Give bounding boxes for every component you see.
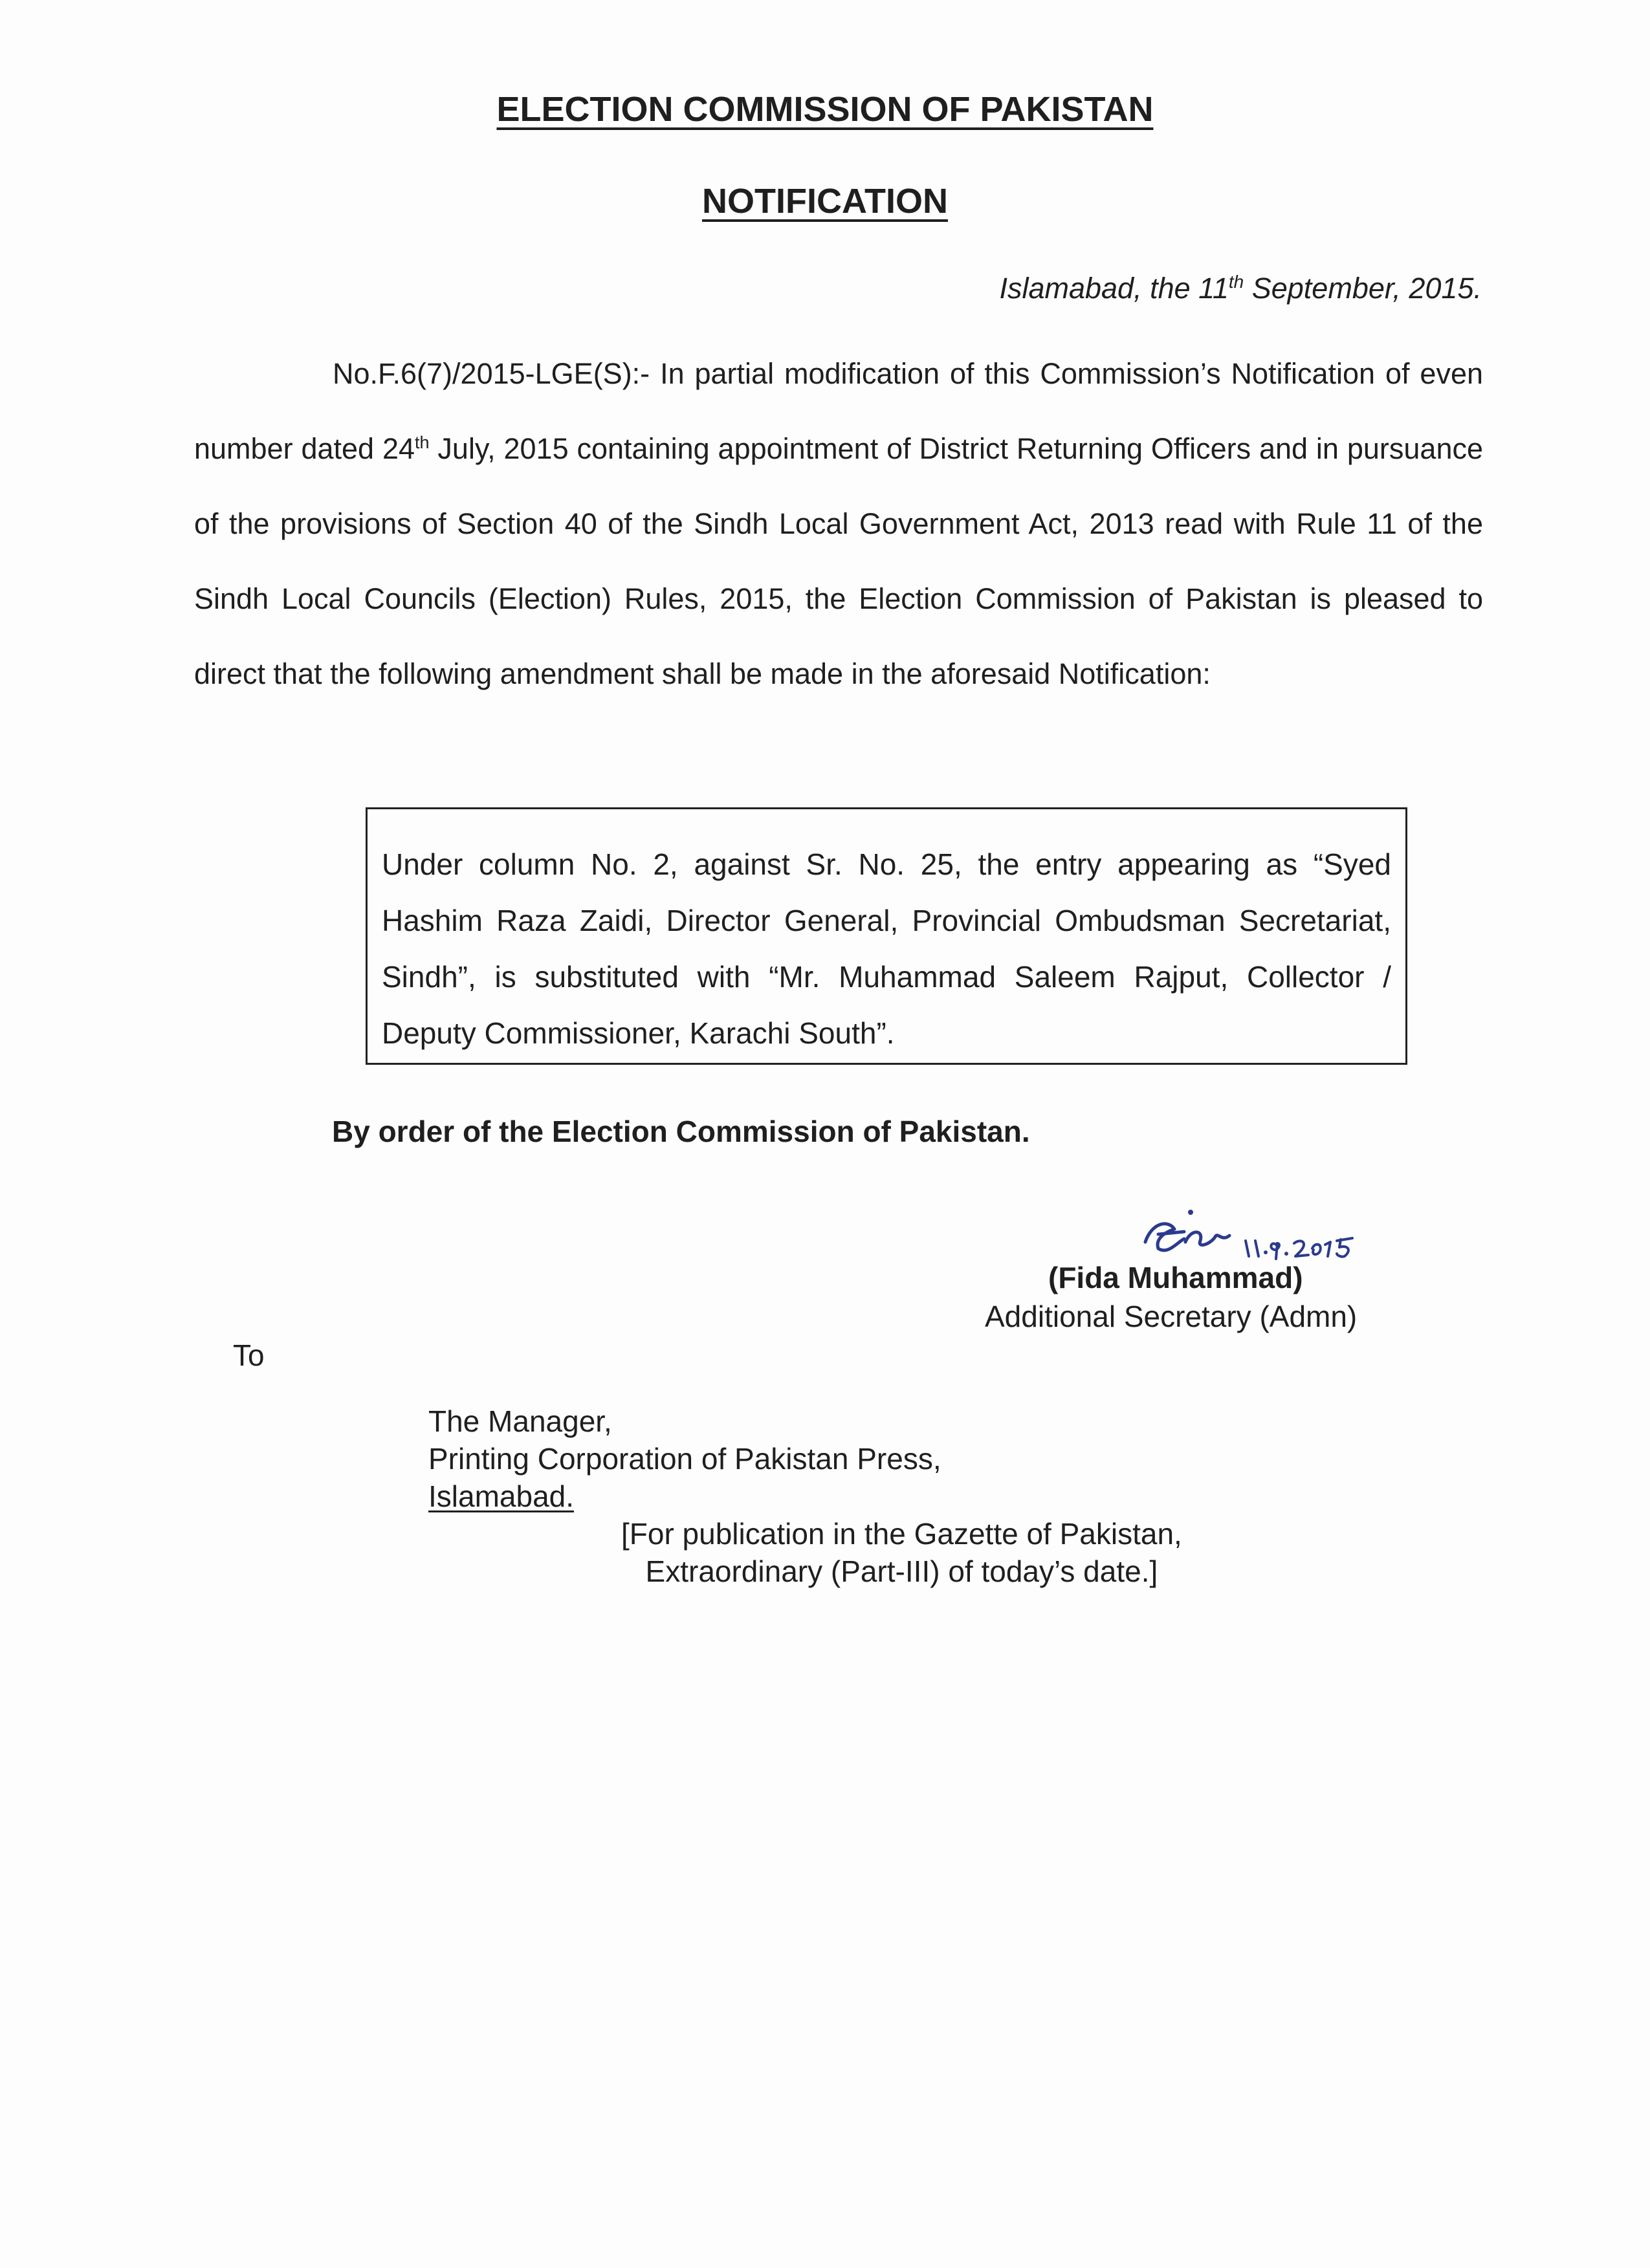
dateline-rest: September, 2015. (1244, 272, 1482, 305)
dateline-prefix: Islamabad, the 11 (999, 272, 1229, 305)
dateline (999, 272, 1482, 305)
addressee-city: Islamabad. (428, 1479, 575, 1513)
addressee-line-2: Printing Corporation of Pakistan Press, (428, 1442, 941, 1476)
signatory-title: Additional Secretary (Admn) (985, 1300, 1358, 1333)
publication-note-line-1: [For publication in the Gazette of Pakistan, (621, 1517, 1182, 1551)
notification-heading: NOTIFICATION (702, 182, 948, 221)
body-segment-1: No.F.6(7)/2015-LGE(S):- In partial modification of this Commission’s Notification of even number dated 24 (194, 357, 1483, 465)
addressee-block (428, 1402, 941, 1515)
publication-note (621, 1515, 1182, 1590)
notification-body (194, 336, 1483, 712)
dateline-ordinal: th (1228, 272, 1244, 292)
amendment-text: Under column No. 2, against Sr. No. 25, the entry appearing as “Syed Hashim Raza Zaidi, Director General, Provincial Ombudsman Secretariat, Sindh”, is substituted with “Mr. Muhammad Saleem Rajput, Collector / Deputy Commissioner, Karachi South”. (382, 847, 1391, 1050)
addressee-line-1: The Manager, (428, 1404, 612, 1438)
organization-heading: ELECTION COMMISSION OF PAKISTAN (496, 90, 1154, 129)
body-ordinal: th (415, 433, 430, 452)
publication-note-line-2: Extraordinary (Part-III) of today’s date.] (645, 1554, 1158, 1588)
to-label: To (233, 1338, 265, 1372)
order-line: By order of the Election Commission of Pakistan. (332, 1115, 1030, 1148)
amendment-box (366, 807, 1407, 1065)
signatory-name: (Fida Muhammad) (1048, 1261, 1303, 1294)
body-segment-2: July, 2015 containing appointment of District Returning Officers and in pursuance of the provisions of Section 40 of the Sindh Local Government Act, 2013 read with Rule 11 of the Sindh Local Councils (Election) Rules, 2015, the Election Commission of Pakistan is pleased to direct that the following amendment shall be made in the aforesaid Notification: (194, 432, 1483, 690)
